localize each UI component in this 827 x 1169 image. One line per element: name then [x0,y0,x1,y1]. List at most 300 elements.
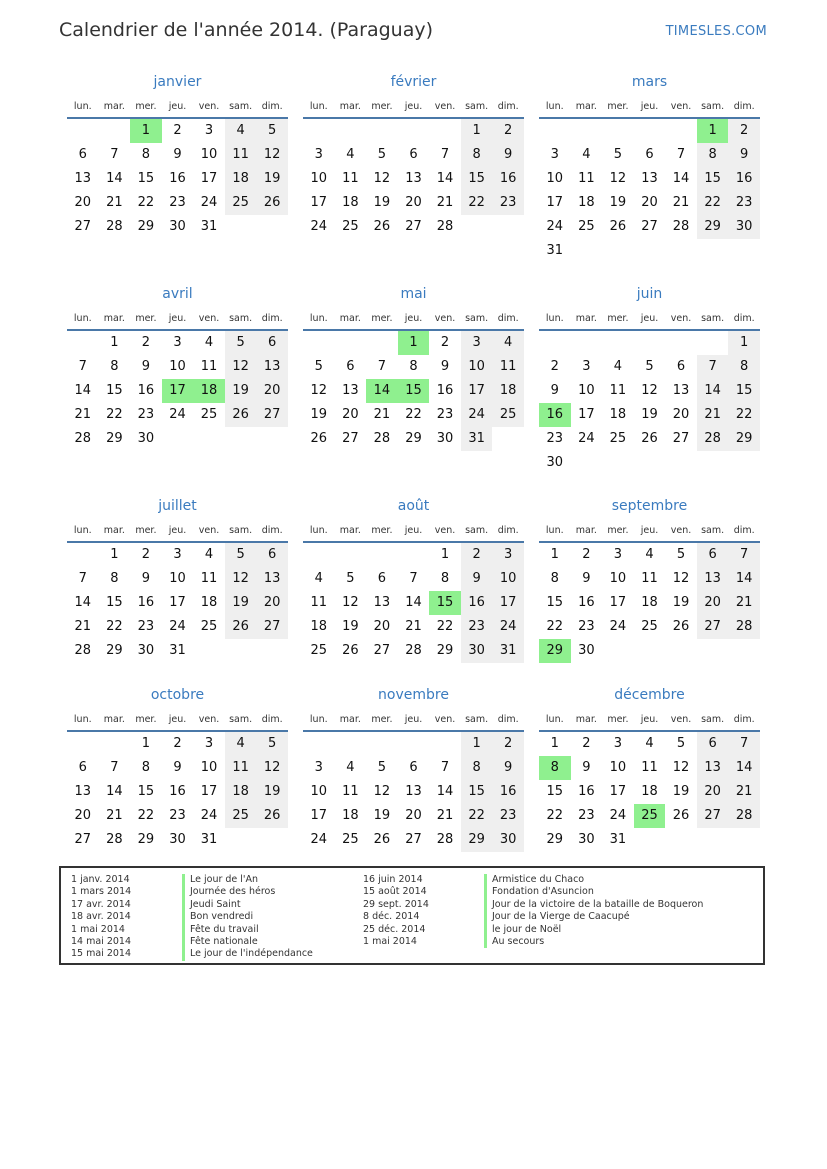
day-cell: 6 [346,359,355,374]
day-cell: 9 [440,359,450,374]
day-cell: 13 [74,784,92,799]
day-cell: 4 [613,359,623,374]
month-name: janvier [153,74,202,90]
day-cell: 13 [641,171,658,186]
day-cell: 14 [672,171,690,186]
month-name: décembre [614,687,685,703]
legend-holiday-name: Armistice du Chaco [484,874,703,886]
day-cell: 21 [697,403,729,427]
day-cell: 8 [461,143,493,167]
day-cell: 3 [173,547,182,562]
day-cell: 31 [200,219,218,234]
day-cell: 6 [697,732,729,756]
day-cell: 10 [546,171,564,186]
holiday-day-cell: 15 [398,379,430,403]
weekday-label: lun. [309,714,328,725]
day-cell: 2 [492,732,524,756]
month-name: octobre [150,687,205,703]
day-cell: 22 [546,619,564,634]
legend-holiday-name: Jeudi Saint [182,899,313,911]
legend-date: 25 déc. 2014 [363,923,426,935]
day-cell: 12 [342,595,359,610]
day-cell: 25 [578,219,595,234]
day-cell: 3 [173,335,182,350]
day-cell: 25 [200,619,218,634]
day-cell: 23 [578,619,595,634]
day-cell: 5 [256,732,288,756]
weekday-label: mer. [135,313,157,324]
day-cell: 6 [409,147,418,162]
day-cell: 30 [137,643,155,658]
legend-holiday-name: Fête du travail [182,924,313,936]
weekday-label: lun. [309,525,328,536]
day-cell: 20 [74,808,92,823]
day-cell: 14 [106,784,123,799]
day-cell: 8 [409,359,418,374]
day-cell: 7 [697,355,729,379]
weekday-label: ven. [434,525,456,536]
day-cell: 25 [342,832,359,847]
month-name: juin [636,286,663,302]
weekday-header [539,311,760,327]
day-cell: 5 [613,147,623,162]
weekday-label: sam. [229,714,253,725]
day-cell: 27 [697,804,729,828]
day-cell: 8 [697,143,729,167]
weekday-header [303,712,524,728]
day-cell: 24 [200,808,218,823]
month-name: février [390,74,437,90]
day-cell: 17 [200,784,218,799]
day-cell: 19 [373,808,391,823]
day-cell: 4 [645,547,654,562]
day-cell: 3 [204,123,214,138]
weekday-label: mer. [371,525,393,536]
weekday-label: mer. [135,525,157,536]
day-cell: 16 [436,383,454,398]
day-cell: 5 [346,571,355,586]
day-cell: 26 [373,219,391,234]
weekday-label: mer. [135,714,157,725]
day-cell: 15 [137,784,155,799]
day-cell: 10 [578,383,595,398]
day-cell: 2 [173,123,182,138]
holiday-day-cell: 1 [398,331,430,355]
day-cell: 19 [609,195,627,210]
day-cell: 22 [546,808,564,823]
month-name: septembre [611,498,688,514]
day-cell: 20 [405,808,422,823]
day-cell: 21 [74,407,92,422]
day-cell: 7 [78,571,87,586]
day-cell: 9 [582,760,591,775]
day-cell: 11 [641,760,658,775]
day-cell: 23 [461,615,493,639]
day-cell: 27 [256,403,288,427]
day-cell: 24 [169,407,186,422]
day-cell: 28 [74,643,92,658]
day-cell: 3 [582,359,591,374]
weekday-label: ven. [198,714,220,725]
legend-holiday-name: Bon vendredi [182,911,313,923]
day-cell: 9 [550,383,559,398]
day-cell: 13 [342,383,359,398]
weekday-label: mer. [135,101,157,112]
legend-holiday-name: Jour de la victoire de la bataille de Boqueron [484,899,703,911]
day-cell: 16 [492,780,524,804]
day-cell: 13 [697,756,729,780]
day-cell: 3 [550,147,559,162]
day-cell: 29 [436,643,454,658]
day-cell: 15 [546,595,564,610]
day-cell: 23 [578,808,595,823]
day-cell: 9 [582,571,591,586]
day-cell: 26 [256,804,288,828]
day-cell: 21 [373,407,391,422]
day-cell: 16 [169,171,186,186]
day-cell: 20 [697,591,729,615]
day-cell: 5 [676,736,686,751]
day-cell: 6 [256,543,288,567]
day-cell: 22 [106,407,123,422]
weekday-label: sam. [701,313,725,324]
day-cell: 20 [74,195,92,210]
day-cell: 9 [141,359,151,374]
day-cell: 20 [256,591,288,615]
day-cell: 19 [672,784,690,799]
day-cell: 12 [256,143,288,167]
day-cell: 3 [492,543,524,567]
day-cell: 9 [461,567,493,591]
day-cell: 23 [436,407,454,422]
day-cell: 25 [225,191,257,215]
day-cell: 10 [609,571,627,586]
day-cell: 9 [492,143,524,167]
day-cell: 22 [137,195,155,210]
day-cell: 7 [78,359,87,374]
day-cell: 11 [578,171,595,186]
day-cell: 21 [106,808,123,823]
legend-dates-left [71,874,131,961]
day-cell: 21 [728,780,760,804]
day-cell: 15 [728,379,760,403]
header-rule [539,329,760,331]
day-cell: 7 [409,571,418,586]
day-cell: 21 [728,591,760,615]
weekday-label: dim. [497,714,519,725]
day-cell: 4 [582,147,591,162]
day-cell: 18 [342,195,359,210]
day-cell: 1 [110,547,119,562]
day-cell: 5 [377,760,387,775]
weekday-label: lun. [73,101,92,112]
weekday-label: ven. [198,525,220,536]
day-cell: 14 [74,595,92,610]
weekday-label: jeu. [168,525,187,536]
day-cell: 7 [728,732,760,756]
weekday-label: lun. [73,313,92,324]
day-cell: 29 [728,427,760,451]
day-cell: 11 [310,595,328,610]
day-cell: 28 [728,804,760,828]
legend-date: 29 sept. 2014 [363,898,429,910]
day-cell: 19 [256,167,288,191]
month-name: mars [631,74,668,90]
legend-date: 14 mai 2014 [71,935,132,947]
day-cell: 29 [546,832,564,847]
day-cell: 13 [672,383,690,398]
weekday-label: sam. [229,313,253,324]
weekday-label: jeu. [168,714,187,725]
day-cell: 16 [578,784,595,799]
day-cell: 29 [461,828,493,852]
weekday-label: lun. [73,714,92,725]
day-cell: 24 [169,619,186,634]
day-cell: 27 [256,615,288,639]
weekday-label: ven. [670,525,692,536]
day-cell: 7 [728,543,760,567]
weekday-label: sam. [701,525,725,536]
weekday-label: ven. [198,313,220,324]
day-cell: 26 [672,808,690,823]
day-cell: 21 [436,808,454,823]
day-cell: 25 [200,407,218,422]
weekday-label: dim. [497,525,519,536]
day-cell: 29 [137,219,155,234]
day-cell: 23 [137,619,155,634]
day-cell: 21 [436,195,454,210]
weekday-label: dim. [733,313,755,324]
day-cell: 6 [78,147,87,162]
holiday-day-cell: 1 [697,119,729,143]
day-cell: 14 [74,383,92,398]
day-cell: 11 [609,383,627,398]
day-cell: 1 [461,119,493,143]
day-cell: 18 [225,780,257,804]
weekday-label: ven. [670,101,692,112]
day-cell: 27 [672,431,690,446]
day-cell: 11 [200,571,218,586]
day-cell: 23 [169,195,186,210]
day-cell: 31 [461,427,493,451]
weekday-label: mar. [575,714,597,725]
legend-date: 1 mai 2014 [363,935,417,947]
day-cell: 26 [225,403,257,427]
weekday-label: dim. [733,525,755,536]
weekday-label: dim. [497,101,519,112]
day-cell: 22 [137,808,155,823]
day-cell: 24 [200,195,218,210]
legend-holiday-name: Le jour de l'An [182,874,313,886]
day-cell: 30 [578,832,595,847]
day-cell: 4 [204,547,214,562]
day-cell: 18 [492,379,524,403]
weekday-label: sam. [229,525,253,536]
day-cell: 27 [373,643,391,658]
day-cell: 7 [377,359,387,374]
weekday-label: mar. [103,101,125,112]
weekday-label: ven. [198,101,220,112]
day-cell: 7 [676,147,686,162]
day-cell: 24 [310,832,328,847]
weekday-header [67,523,288,539]
day-cell: 13 [256,567,288,591]
day-cell: 4 [225,119,257,143]
day-cell: 23 [728,191,760,215]
day-cell: 6 [676,359,686,374]
day-cell: 28 [373,431,391,446]
day-cell: 19 [225,591,257,615]
day-cell: 26 [342,643,359,658]
day-cell: 25 [641,619,658,634]
day-cell: 30 [169,832,186,847]
day-cell: 3 [613,736,623,751]
weekday-label: jeu. [404,525,423,536]
day-cell: 24 [461,403,493,427]
weekday-label: mar. [575,313,597,324]
legend-holiday-name: Le jour de l'indépendance [182,948,313,960]
day-cell: 12 [310,383,328,398]
day-cell: 30 [578,643,595,658]
day-cell: 12 [256,756,288,780]
day-cell: 31 [200,832,218,847]
day-cell: 6 [645,147,654,162]
day-cell: 12 [641,383,658,398]
legend-date: 8 déc. 2014 [363,911,420,923]
weekday-header [539,523,760,539]
day-cell: 2 [173,736,182,751]
weekday-header [303,311,524,327]
day-cell: 1 [440,547,450,562]
weekday-label: lun. [309,101,328,112]
weekday-label: dim. [497,313,519,324]
day-cell: 24 [546,219,564,234]
weekday-label: mar. [339,101,361,112]
day-cell: 12 [672,571,690,586]
weekday-label: sam. [465,313,489,324]
legend-holiday-name: Fondation d'Asuncion [484,886,703,898]
day-cell: 9 [141,571,151,586]
day-cell: 13 [405,171,422,186]
weekday-header [303,99,524,115]
day-cell: 8 [141,760,151,775]
day-cell: 20 [405,195,422,210]
weekday-label: mer. [607,714,629,725]
day-cell: 4 [492,331,524,355]
day-cell: 3 [204,736,214,751]
day-cell: 18 [342,808,359,823]
day-cell: 31 [546,243,564,258]
holiday-day-cell: 1 [130,119,162,143]
brand-logo[interactable]: TIMESLES.COM [665,24,767,39]
legend-date: 17 avr. 2014 [71,898,131,910]
day-cell: 26 [609,219,627,234]
weekday-label: mer. [371,313,393,324]
day-cell: 5 [676,547,686,562]
day-cell: 27 [405,219,422,234]
day-cell: 4 [204,335,214,350]
holiday-day-cell: 17 [162,379,194,403]
weekday-label: mer. [371,101,393,112]
weekday-label: ven. [434,313,456,324]
weekday-label: mar. [103,525,125,536]
weekday-label: sam. [229,101,253,112]
day-cell: 31 [492,639,524,663]
day-cell: 14 [436,784,454,799]
day-cell: 11 [225,756,257,780]
day-cell: 25 [342,219,359,234]
day-cell: 18 [310,619,328,634]
day-cell: 19 [310,407,328,422]
weekday-header [539,99,760,115]
day-cell: 27 [641,219,658,234]
day-cell: 8 [440,571,450,586]
day-cell: 12 [373,171,391,186]
day-cell: 20 [342,407,359,422]
day-cell: 24 [492,615,524,639]
holiday-day-cell: 16 [539,403,571,427]
day-cell: 4 [645,736,654,751]
weekday-label: lun. [545,525,564,536]
weekday-label: dim. [733,101,755,112]
day-cell: 2 [582,547,591,562]
day-cell: 31 [169,643,186,658]
day-cell: 3 [314,147,323,162]
day-cell: 14 [728,567,760,591]
day-cell: 8 [728,355,760,379]
weekday-label: jeu. [168,313,187,324]
day-cell: 22 [697,191,729,215]
day-cell: 28 [728,615,760,639]
weekday-label: mar. [575,525,597,536]
day-cell: 11 [225,143,257,167]
weekday-label: jeu. [404,714,423,725]
day-cell: 10 [310,171,328,186]
weekday-header [67,311,288,327]
day-cell: 25 [310,643,328,658]
day-cell: 23 [546,431,564,446]
day-cell: 8 [110,571,119,586]
weekday-label: mer. [371,714,393,725]
day-cell: 7 [440,760,450,775]
day-cell: 17 [461,379,493,403]
day-cell: 9 [492,756,524,780]
day-cell: 2 [141,547,151,562]
day-cell: 22 [728,403,760,427]
day-cell: 16 [137,383,155,398]
day-cell: 21 [672,195,690,210]
day-cell: 27 [405,832,422,847]
weekday-label: jeu. [640,313,659,324]
weekday-label: dim. [261,313,283,324]
weekday-label: lun. [545,313,564,324]
day-cell: 17 [200,171,218,186]
weekday-label: mer. [607,313,629,324]
day-cell: 22 [436,619,454,634]
day-cell: 12 [672,760,690,775]
day-cell: 20 [373,619,391,634]
legend-date: 15 mai 2014 [71,948,132,960]
day-cell: 14 [405,595,422,610]
legend-date: 18 avr. 2014 [71,911,131,923]
day-cell: 14 [728,756,760,780]
day-cell: 9 [173,760,182,775]
day-cell: 1 [550,547,559,562]
day-cell: 29 [106,643,123,658]
month-name: août [397,498,430,514]
day-cell: 22 [461,191,493,215]
day-cell: 31 [609,832,627,847]
